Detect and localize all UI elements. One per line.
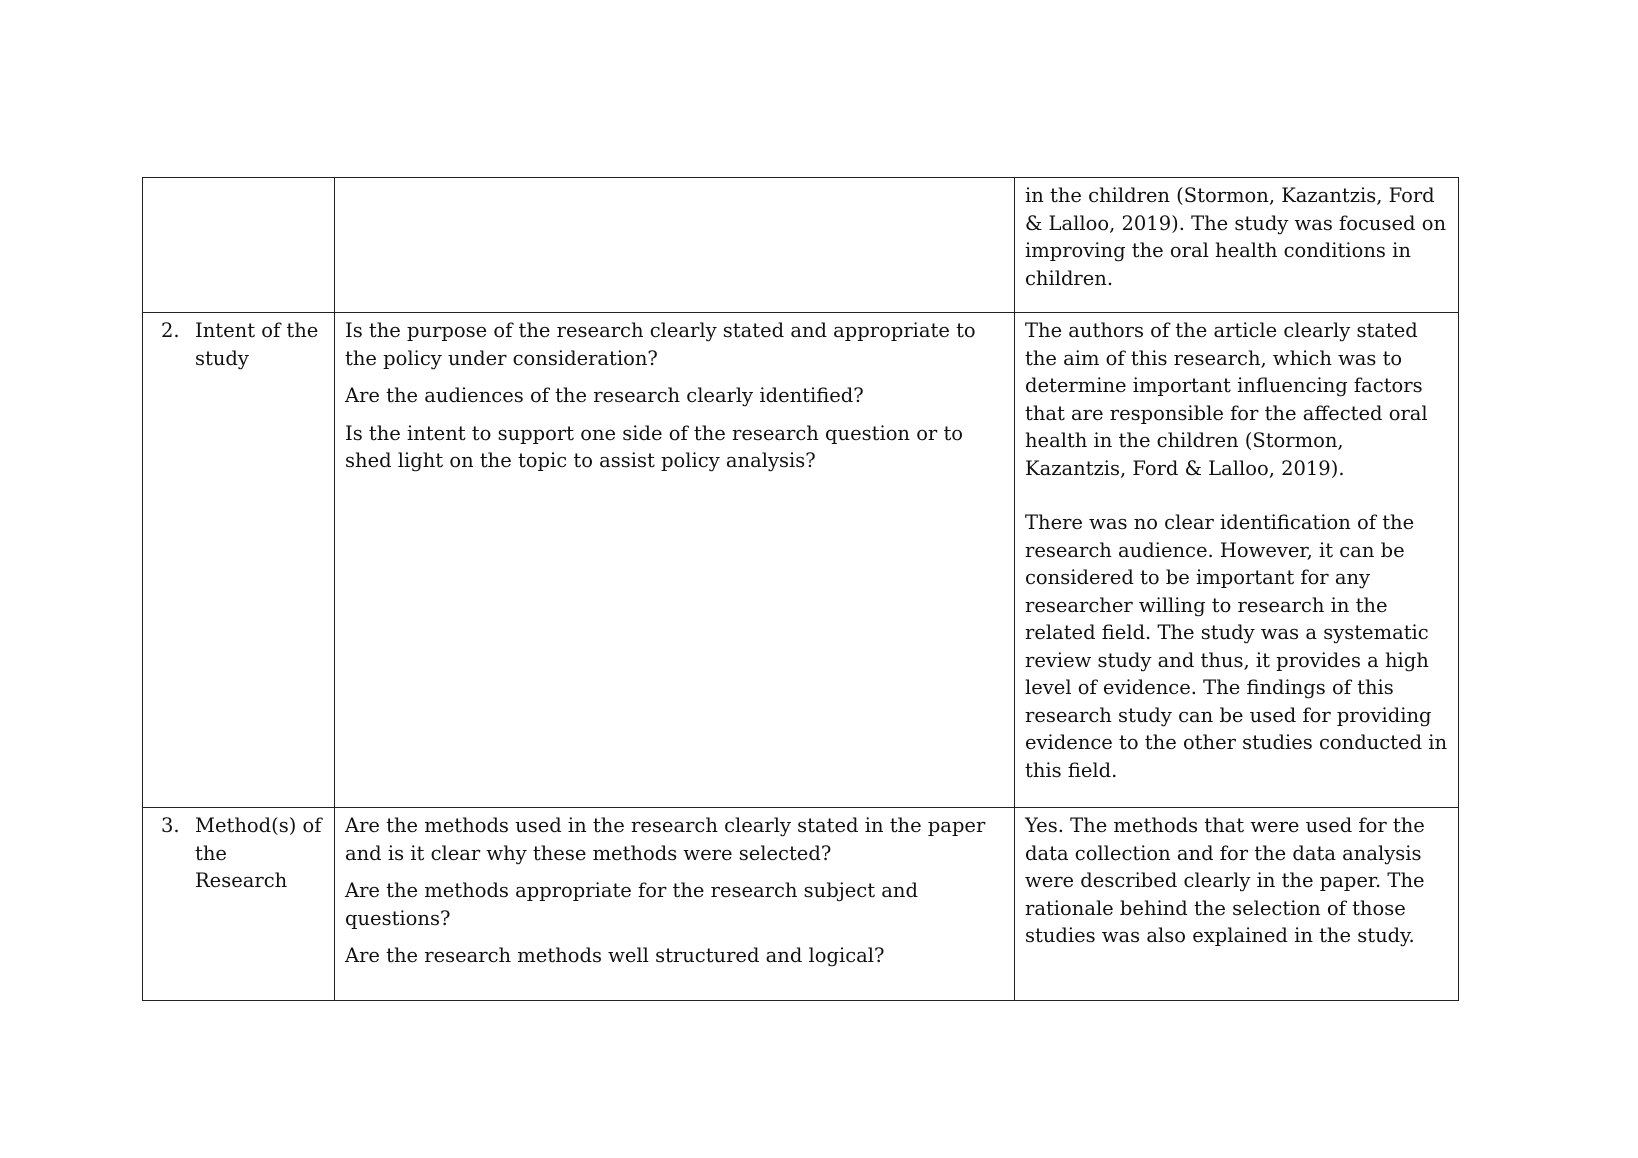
criterion-label: Intent of the study (195, 319, 319, 370)
table-row-methods (143, 808, 1459, 1001)
criterion-label: Method(s) of the Research (195, 814, 322, 892)
criterion-number: 3. (161, 814, 180, 837)
questions-cell (335, 178, 1015, 313)
question-text: Is the purpose of the research clearly stated and appropriate to the policy under consideration? (345, 319, 976, 370)
criterion (153, 812, 324, 895)
answer-text: Yes. The methods that were used for the data collection and for the data analysis were described clearly in the paper. The rationale behind the selection of those studies was also explained in the study. (1025, 814, 1425, 947)
answer-cell (1015, 313, 1459, 808)
answer-cell (1015, 178, 1459, 313)
criterion-number: 2. (161, 319, 180, 342)
answer-cell (1015, 808, 1459, 1001)
question-text: Are the methods used in the research clearly stated in the paper and is it clear why these methods were selected? (345, 814, 986, 865)
table-row-continued (143, 178, 1459, 313)
criterion-cell (143, 313, 335, 808)
answer-text: There was no clear identification of the research audience. However, it can be considered to be important for any researcher willing to research in the related field. The study was a systematic review study and thus, it provides a high level of evidence. The findings of this research study can be used for providing evidence to the other studies conducted in this field. (1025, 511, 1448, 782)
question-text: Are the methods appropriate for the research subject and questions? (345, 879, 918, 930)
answer-text: in the children (Stormon, Kazantzis, Ford & Lalloo, 2019). The study was focused on improving the oral health conditions in children. (1025, 184, 1447, 290)
criterion-cell (143, 808, 335, 1001)
question-text: Are the research methods well structured and logical? (345, 944, 885, 967)
table-row-intent (143, 313, 1459, 808)
question-text: Are the audiences of the research clearly identified? (345, 384, 864, 407)
evaluation-table (142, 177, 1459, 1001)
answer-text: The authors of the article clearly stated the aim of this research, which was to determine important influencing factors that are responsible for the affected oral health in the children (Stormon, Kazantzis, Ford & Lalloo, 2019). (1025, 319, 1428, 480)
question-text: Is the intent to support one side of the research question or to shed light on the topic to assist policy analysis? (345, 421, 964, 472)
questions-cell (335, 808, 1015, 1001)
criterion-cell (143, 178, 335, 313)
criterion (153, 317, 324, 372)
questions-cell (335, 313, 1015, 808)
